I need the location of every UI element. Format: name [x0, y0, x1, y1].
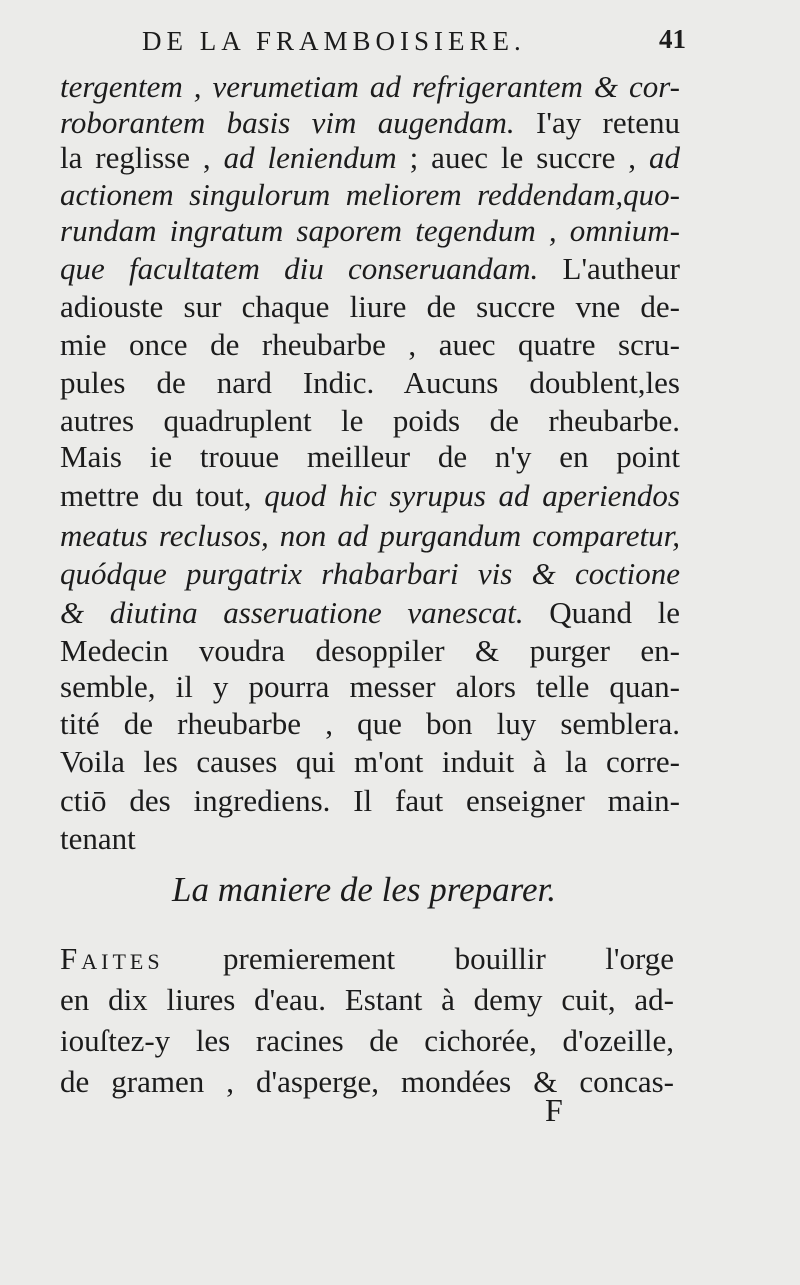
french-roman-segment: semble, il y pourra messer alors telle quan-	[60, 669, 680, 704]
text-line	[60, 68, 680, 106]
latin-italic-segment: roborantem basis vim augendam.	[60, 105, 515, 140]
french-roman-segment: pules de nard Indic. Aucuns doublent,les	[60, 365, 680, 400]
french-roman-segment: Mais ie trouue meilleur de n'y en point	[60, 439, 680, 474]
text-line	[60, 820, 680, 858]
signature-mark: F	[545, 1092, 563, 1128]
french-roman-segment: autres quadruplent le poids de rheubarbe.	[60, 403, 680, 438]
text-line	[60, 743, 680, 781]
text-line	[60, 477, 680, 515]
french-roman-segment: tité de rheubarbe , que bon luy semblera.	[60, 706, 680, 741]
text-line	[60, 517, 680, 555]
text-line	[60, 555, 680, 593]
french-roman-segment: ; auec le succre ,	[396, 140, 649, 175]
paragraph-line: en dix liures d'eau. Estant à demy cuit, ad-	[60, 982, 674, 1017]
text-line	[60, 782, 680, 820]
french-roman-segment: Quand le	[523, 595, 680, 630]
latin-italic-segment: quod hic syrupus ad aperiendos	[264, 478, 680, 513]
latin-italic-segment: actionem singulorum meliorem reddendam,quo-	[60, 177, 680, 212]
french-roman-segment: Voila les causes qui m'ont induit à la corre-	[60, 744, 680, 779]
running-head: DE LA FRAMBOISIERE.	[142, 26, 526, 56]
paragraph-initial-word: Faites	[60, 941, 164, 976]
page-header	[60, 22, 686, 62]
latin-italic-segment: que facultatem diu conseruandam.	[60, 251, 539, 286]
paragraph-line-text: premierement bouillir l'orge	[223, 941, 674, 976]
french-roman-segment: tenant	[60, 821, 136, 856]
text-line	[60, 705, 680, 743]
paragraph-line	[60, 940, 674, 978]
french-roman-segment: L'autheur	[538, 251, 680, 286]
french-roman-segment: mie once de rheubarbe , auec quatre scru-	[60, 327, 680, 362]
text-line	[60, 326, 680, 364]
text-line	[60, 139, 680, 177]
french-roman-segment: Medecin voudra desoppiler & purger en-	[60, 633, 680, 668]
french-roman-segment: adiouste sur chaque liure de succre vne de-	[60, 289, 680, 324]
page-number: 41	[659, 24, 686, 54]
french-roman-segment: ctiō des ingrediens. Il faut enseigner main-	[60, 783, 680, 818]
text-line	[60, 438, 680, 476]
text-line	[60, 176, 680, 214]
text-line	[60, 632, 680, 670]
latin-italic-segment: meatus reclusos, non ad purgandum comparetur,	[60, 518, 680, 553]
paragraph-line: de gramen , d'asperge, mondées & concas-	[60, 1064, 674, 1099]
latin-italic-segment: tergentem , verumetiam ad refrigerantem & cor-	[60, 69, 680, 104]
text-line	[60, 250, 680, 288]
text-line	[60, 104, 680, 142]
text-line	[60, 402, 680, 440]
french-roman-segment: I'ay retenu	[514, 105, 681, 140]
section-heading: La maniere de les preparer.	[172, 870, 556, 909]
latin-italic-segment: quódque purgatrix rhabarbari vis & coctione	[60, 556, 680, 591]
text-line	[60, 594, 680, 632]
text-line	[60, 288, 680, 326]
latin-italic-segment: & diutina asseruatione vanescat.	[60, 595, 524, 630]
paragraph-line: iouſtez-y les racines de cichorée, d'ozeille,	[60, 1023, 674, 1058]
french-roman-segment: mettre du tout,	[60, 478, 265, 513]
text-line	[60, 668, 680, 706]
text-line	[60, 364, 680, 402]
french-roman-segment: la reglisse ,	[60, 140, 224, 175]
latin-italic-segment: ad leniendum	[223, 140, 397, 175]
text-line	[60, 212, 680, 250]
latin-italic-segment: rundam ingratum saporem tegendum , omnium-	[60, 213, 680, 248]
latin-italic-segment: ad	[649, 140, 680, 175]
